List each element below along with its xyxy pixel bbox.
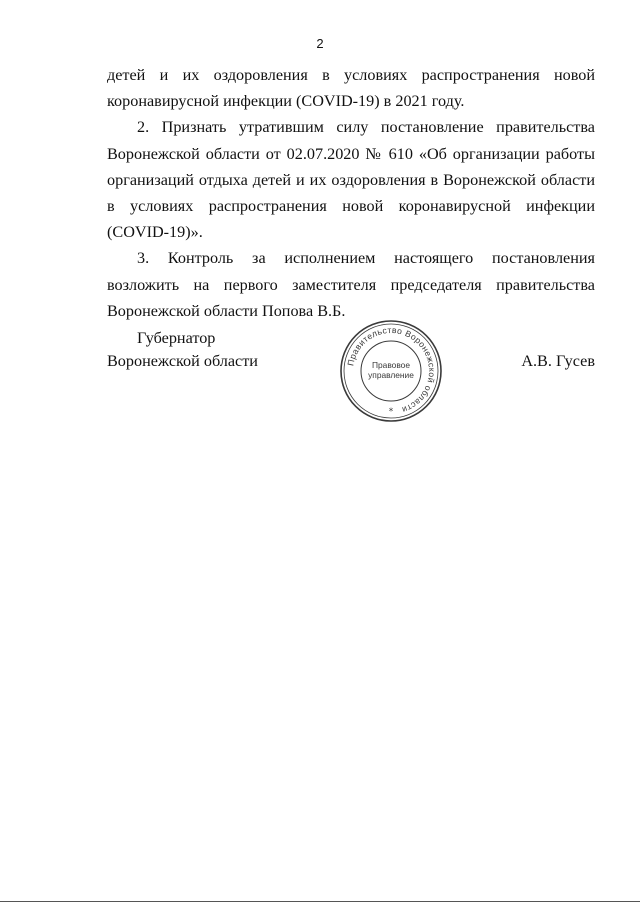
paragraph-item-2: 2. Признать утратившим силу постановление правительства Воронежской области от 02.07.2020 № 610 «Об организации работы организаций отдыха детей и их оздоровления в Воронежской области в условиях распространения новой коронавирусной инфекции (COVID-19)». <box>107 118 595 242</box>
stamp-star-icon: * <box>388 407 394 417</box>
footer-rule <box>0 901 640 902</box>
continuation-line-1: детей и их оздоровления в условиях распространения новой <box>107 66 595 84</box>
stamp-center-line-2: управление <box>368 370 414 380</box>
document-body <box>107 62 595 324</box>
continuation-line-2: коронавирусной инфекции (COVID-19) в 2021 году. <box>107 92 465 111</box>
stamp-ring-text: Правительство Воронежской области <box>345 324 438 416</box>
signatory-title-line-2: Воронежской области <box>107 352 258 370</box>
signatory-name: А.В. Гусев <box>521 352 595 370</box>
stamp-center-line-1: Правовое <box>371 360 411 370</box>
signatory-title <box>107 327 258 373</box>
signatory-title-line-1: Губернатор <box>137 329 216 347</box>
page-number: 2 <box>316 36 324 51</box>
official-stamp <box>337 317 445 425</box>
paragraph-item-3: 3. Контроль за исполнением настоящего постановления возложить на первого заместителя председателя правительства Воронежской области Попова В.Б. <box>107 249 595 320</box>
